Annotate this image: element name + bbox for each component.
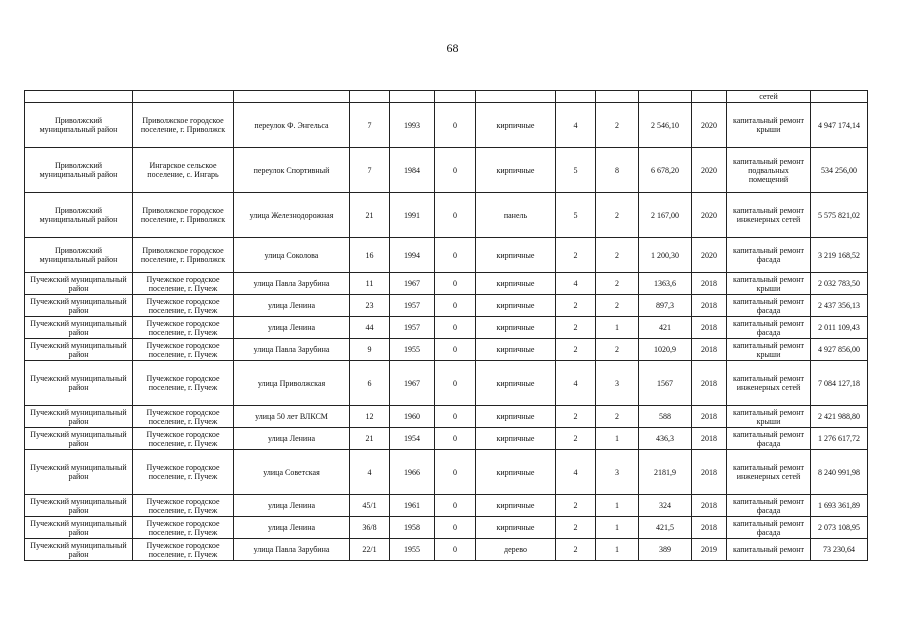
cell-repair-type: сетей xyxy=(727,91,811,103)
cell-house-number: 6 xyxy=(350,361,390,406)
cell-entrances: 3 xyxy=(596,361,639,406)
cell-cost: 2 421 988,80 xyxy=(811,406,868,428)
cell-street: улица Ленина xyxy=(234,517,350,539)
cell-year-built xyxy=(390,91,435,103)
cell-cost: 7 084 127,18 xyxy=(811,361,868,406)
cell-col-zero: 0 xyxy=(435,539,476,561)
cell-repair-year: 2018 xyxy=(692,517,727,539)
cell-street: улица Приволжская xyxy=(234,361,350,406)
cell-repair-year: 2018 xyxy=(692,295,727,317)
cell-wall-material: кирпичные xyxy=(476,148,556,193)
cell-col-zero: 0 xyxy=(435,103,476,148)
cell-wall-material: кирпичные xyxy=(476,361,556,406)
cell-settlement: Пучежское городское поселение, г. Пучеж xyxy=(133,295,234,317)
cell-cost: 2 073 108,95 xyxy=(811,517,868,539)
cell-repair-type: капитальный ремонт крыши xyxy=(727,103,811,148)
cell-wall-material: кирпичные xyxy=(476,273,556,295)
cell-entrances: 1 xyxy=(596,428,639,450)
cell-area: 897,3 xyxy=(639,295,692,317)
cell-settlement: Приволжское городское поселение, г. Приволжск xyxy=(133,103,234,148)
cell-cost xyxy=(811,91,868,103)
cell-street: переулок Спортивный xyxy=(234,148,350,193)
cell-floors xyxy=(556,91,596,103)
cell-area: 588 xyxy=(639,406,692,428)
cell-entrances: 8 xyxy=(596,148,639,193)
cell-floors: 2 xyxy=(556,517,596,539)
table-row xyxy=(25,91,868,103)
table-row xyxy=(25,539,868,561)
table-row xyxy=(25,495,868,517)
cell-floors: 2 xyxy=(556,406,596,428)
cell-year-built: 1955 xyxy=(390,539,435,561)
cell-year-built: 1966 xyxy=(390,450,435,495)
cell-street: улица Павла Зарубина xyxy=(234,539,350,561)
cell-street: улица Советская xyxy=(234,450,350,495)
cell-cost: 8 240 991,98 xyxy=(811,450,868,495)
cell-year-built: 1984 xyxy=(390,148,435,193)
cell-cost: 73 230,64 xyxy=(811,539,868,561)
cell-wall-material: кирпичные xyxy=(476,428,556,450)
cell-col-zero: 0 xyxy=(435,517,476,539)
table-row xyxy=(25,295,868,317)
cell-repair-year: 2020 xyxy=(692,103,727,148)
cell-wall-material: панель xyxy=(476,193,556,238)
housing-repair-table xyxy=(24,90,868,561)
table-row xyxy=(25,450,868,495)
cell-house-number: 36/8 xyxy=(350,517,390,539)
table-row xyxy=(25,193,868,238)
cell-district: Пучежский муниципальный район xyxy=(25,361,133,406)
cell-wall-material: кирпичные xyxy=(476,238,556,273)
cell-area: 2181,9 xyxy=(639,450,692,495)
cell-wall-material: кирпичные xyxy=(476,517,556,539)
cell-wall-material: кирпичные xyxy=(476,103,556,148)
cell-col-zero: 0 xyxy=(435,339,476,361)
cell-repair-year: 2018 xyxy=(692,361,727,406)
table-row xyxy=(25,273,868,295)
cell-col-zero: 0 xyxy=(435,317,476,339)
cell-house-number: 4 xyxy=(350,450,390,495)
cell-cost: 2 032 783,50 xyxy=(811,273,868,295)
cell-repair-year xyxy=(692,91,727,103)
cell-entrances: 2 xyxy=(596,193,639,238)
cell-repair-type: капитальный ремонт инженерных сетей xyxy=(727,361,811,406)
cell-year-built: 1991 xyxy=(390,193,435,238)
cell-floors: 4 xyxy=(556,450,596,495)
cell-entrances: 2 xyxy=(596,406,639,428)
cell-wall-material: кирпичные xyxy=(476,495,556,517)
cell-col-zero: 0 xyxy=(435,148,476,193)
cell-repair-year: 2018 xyxy=(692,428,727,450)
cell-year-built: 1967 xyxy=(390,273,435,295)
cell-year-built: 1958 xyxy=(390,517,435,539)
cell-area: 1567 xyxy=(639,361,692,406)
cell-col-zero: 0 xyxy=(435,238,476,273)
cell-area xyxy=(639,91,692,103)
cell-repair-type: капитальный ремонт фасада xyxy=(727,317,811,339)
cell-area: 436,3 xyxy=(639,428,692,450)
cell-district: Пучежский муниципальный район xyxy=(25,495,133,517)
cell-area: 6 678,20 xyxy=(639,148,692,193)
cell-wall-material: дерево xyxy=(476,539,556,561)
cell-col-zero: 0 xyxy=(435,450,476,495)
cell-cost: 4 947 174,14 xyxy=(811,103,868,148)
cell-repair-year: 2018 xyxy=(692,406,727,428)
page-number: 68 xyxy=(446,41,459,55)
cell-settlement: Пучежское городское поселение, г. Пучеж xyxy=(133,273,234,295)
cell-entrances: 2 xyxy=(596,295,639,317)
table-row xyxy=(25,361,868,406)
cell-col-zero: 0 xyxy=(435,406,476,428)
cell-house-number: 44 xyxy=(350,317,390,339)
cell-repair-type: капитальный ремонт фасада xyxy=(727,295,811,317)
cell-floors: 2 xyxy=(556,495,596,517)
table-row xyxy=(25,406,868,428)
cell-house-number: 45/1 xyxy=(350,495,390,517)
cell-floors: 2 xyxy=(556,339,596,361)
cell-entrances: 1 xyxy=(596,495,639,517)
cell-repair-year: 2020 xyxy=(692,193,727,238)
table-row xyxy=(25,317,868,339)
cell-year-built: 1961 xyxy=(390,495,435,517)
cell-cost: 5 575 821,02 xyxy=(811,193,868,238)
cell-col-zero: 0 xyxy=(435,428,476,450)
cell-floors: 2 xyxy=(556,295,596,317)
cell-house-number: 21 xyxy=(350,428,390,450)
cell-year-built: 1994 xyxy=(390,238,435,273)
cell-district: Приволжский муниципальный район xyxy=(25,148,133,193)
cell-year-built: 1993 xyxy=(390,103,435,148)
cell-settlement: Пучежское городское поселение, г. Пучеж xyxy=(133,317,234,339)
cell-area: 421,5 xyxy=(639,517,692,539)
cell-floors: 2 xyxy=(556,238,596,273)
cell-settlement: Приволжское городское поселение, г. Приволжск xyxy=(133,193,234,238)
cell-floors: 5 xyxy=(556,193,596,238)
table-row xyxy=(25,428,868,450)
cell-street xyxy=(234,91,350,103)
cell-street: улица 50 лет ВЛКСМ xyxy=(234,406,350,428)
cell-repair-type: капитальный ремонт подвальных помещений xyxy=(727,148,811,193)
cell-repair-year: 2018 xyxy=(692,450,727,495)
cell-cost: 1 276 617,72 xyxy=(811,428,868,450)
cell-settlement: Пучежское городское поселение, г. Пучеж xyxy=(133,450,234,495)
cell-repair-type: капитальный ремонт xyxy=(727,539,811,561)
cell-repair-type: капитальный ремонт крыши xyxy=(727,406,811,428)
cell-district: Пучежский муниципальный район xyxy=(25,273,133,295)
cell-house-number: 7 xyxy=(350,148,390,193)
cell-wall-material xyxy=(476,91,556,103)
cell-district: Приволжский муниципальный район xyxy=(25,103,133,148)
cell-settlement: Пучежское городское поселение, г. Пучеж xyxy=(133,428,234,450)
cell-street: переулок Ф. Энгельса xyxy=(234,103,350,148)
cell-repair-type: капитальный ремонт крыши xyxy=(727,339,811,361)
cell-area: 2 167,00 xyxy=(639,193,692,238)
cell-cost: 1 693 361,89 xyxy=(811,495,868,517)
cell-district xyxy=(25,91,133,103)
cell-repair-year: 2020 xyxy=(692,148,727,193)
cell-entrances: 1 xyxy=(596,539,639,561)
cell-floors: 2 xyxy=(556,539,596,561)
cell-settlement: Ингарское сельское поселение, с. Ингарь xyxy=(133,148,234,193)
cell-street: улица Ленина xyxy=(234,295,350,317)
cell-street: улица Ленина xyxy=(234,495,350,517)
cell-floors: 4 xyxy=(556,361,596,406)
cell-cost: 4 927 856,00 xyxy=(811,339,868,361)
cell-house-number: 9 xyxy=(350,339,390,361)
cell-district: Пучежский муниципальный район xyxy=(25,406,133,428)
cell-col-zero: 0 xyxy=(435,495,476,517)
cell-wall-material: кирпичные xyxy=(476,295,556,317)
cell-house-number: 11 xyxy=(350,273,390,295)
cell-area: 421 xyxy=(639,317,692,339)
cell-district: Пучежский муниципальный район xyxy=(25,339,133,361)
cell-repair-type: капитальный ремонт фасада xyxy=(727,238,811,273)
cell-area: 389 xyxy=(639,539,692,561)
cell-year-built: 1957 xyxy=(390,295,435,317)
cell-area: 2 546,10 xyxy=(639,103,692,148)
cell-floors: 4 xyxy=(556,273,596,295)
table-row xyxy=(25,517,868,539)
cell-floors: 4 xyxy=(556,103,596,148)
cell-repair-year: 2018 xyxy=(692,495,727,517)
cell-entrances: 1 xyxy=(596,317,639,339)
cell-settlement: Пучежское городское поселение, г. Пучеж xyxy=(133,361,234,406)
cell-repair-type: капитальный ремонт фасада xyxy=(727,517,811,539)
cell-house-number: 22/1 xyxy=(350,539,390,561)
cell-cost: 2 011 109,43 xyxy=(811,317,868,339)
cell-entrances: 2 xyxy=(596,273,639,295)
cell-street: улица Железнодорожная xyxy=(234,193,350,238)
table-row xyxy=(25,148,868,193)
cell-district: Пучежский муниципальный район xyxy=(25,517,133,539)
cell-settlement: Приволжское городское поселение, г. Приволжск xyxy=(133,238,234,273)
cell-wall-material: кирпичные xyxy=(476,450,556,495)
cell-district: Пучежский муниципальный район xyxy=(25,317,133,339)
cell-house-number: 23 xyxy=(350,295,390,317)
cell-settlement: Пучежское городское поселение, г. Пучеж xyxy=(133,339,234,361)
cell-area: 324 xyxy=(639,495,692,517)
cell-col-zero: 0 xyxy=(435,273,476,295)
cell-repair-type: капитальный ремонт инженерных сетей xyxy=(727,450,811,495)
table-row xyxy=(25,238,868,273)
cell-year-built: 1954 xyxy=(390,428,435,450)
cell-entrances: 2 xyxy=(596,238,639,273)
cell-area: 1363,6 xyxy=(639,273,692,295)
cell-cost: 3 219 168,52 xyxy=(811,238,868,273)
cell-entrances: 1 xyxy=(596,517,639,539)
cell-settlement: Пучежское городское поселение, г. Пучеж xyxy=(133,406,234,428)
cell-district: Пучежский муниципальный район xyxy=(25,539,133,561)
cell-house-number: 7 xyxy=(350,103,390,148)
cell-floors: 5 xyxy=(556,148,596,193)
cell-house-number: 16 xyxy=(350,238,390,273)
cell-street: улица Ленина xyxy=(234,428,350,450)
cell-entrances: 2 xyxy=(596,103,639,148)
cell-repair-type: капитальный ремонт инженерных сетей xyxy=(727,193,811,238)
cell-entrances xyxy=(596,91,639,103)
cell-district: Приволжский муниципальный район xyxy=(25,193,133,238)
cell-repair-type: капитальный ремонт крыши xyxy=(727,273,811,295)
cell-settlement xyxy=(133,91,234,103)
cell-district: Пучежский муниципальный район xyxy=(25,428,133,450)
cell-settlement: Пучежское городское поселение, г. Пучеж xyxy=(133,517,234,539)
cell-cost: 534 256,00 xyxy=(811,148,868,193)
cell-house-number: 12 xyxy=(350,406,390,428)
cell-wall-material: кирпичные xyxy=(476,317,556,339)
cell-col-zero: 0 xyxy=(435,361,476,406)
cell-district: Пучежский муниципальный район xyxy=(25,295,133,317)
cell-repair-type: капитальный ремонт фасада xyxy=(727,495,811,517)
cell-year-built: 1955 xyxy=(390,339,435,361)
cell-year-built: 1960 xyxy=(390,406,435,428)
cell-floors: 2 xyxy=(556,428,596,450)
cell-district: Пучежский муниципальный район xyxy=(25,450,133,495)
cell-area: 1 200,30 xyxy=(639,238,692,273)
cell-wall-material: кирпичные xyxy=(476,406,556,428)
cell-house-number: 21 xyxy=(350,193,390,238)
cell-col-zero xyxy=(435,91,476,103)
cell-year-built: 1957 xyxy=(390,317,435,339)
cell-repair-year: 2020 xyxy=(692,238,727,273)
table-row xyxy=(25,339,868,361)
cell-repair-year: 2018 xyxy=(692,339,727,361)
cell-wall-material: кирпичные xyxy=(476,339,556,361)
cell-street: улица Соколова xyxy=(234,238,350,273)
cell-repair-year: 2018 xyxy=(692,273,727,295)
cell-settlement: Пучежское городское поселение, г. Пучеж xyxy=(133,539,234,561)
cell-district: Приволжский муниципальный район xyxy=(25,238,133,273)
cell-repair-year: 2019 xyxy=(692,539,727,561)
cell-repair-type: капитальный ремонт фасада xyxy=(727,428,811,450)
cell-area: 1020,9 xyxy=(639,339,692,361)
cell-col-zero: 0 xyxy=(435,193,476,238)
cell-cost: 2 437 356,13 xyxy=(811,295,868,317)
cell-floors: 2 xyxy=(556,317,596,339)
cell-year-built: 1967 xyxy=(390,361,435,406)
cell-street: улица Павла Зарубина xyxy=(234,273,350,295)
cell-entrances: 3 xyxy=(596,450,639,495)
cell-street: улица Павла Зарубина xyxy=(234,339,350,361)
cell-house-number xyxy=(350,91,390,103)
cell-col-zero: 0 xyxy=(435,295,476,317)
cell-repair-year: 2018 xyxy=(692,317,727,339)
cell-street: улица Ленина xyxy=(234,317,350,339)
cell-settlement: Пучежское городское поселение, г. Пучеж xyxy=(133,495,234,517)
table-row xyxy=(25,103,868,148)
cell-entrances: 2 xyxy=(596,339,639,361)
